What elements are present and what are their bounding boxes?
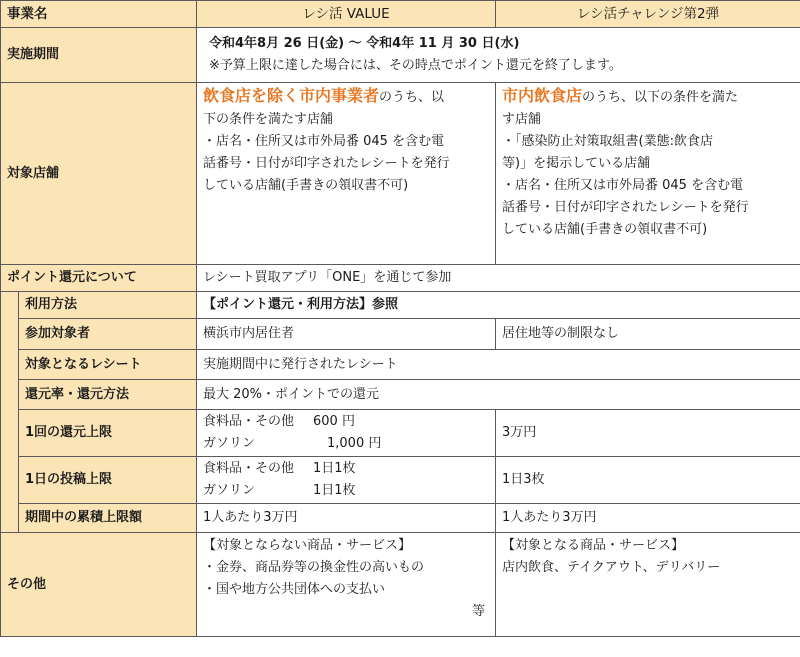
stores-challenge-highlight: 市内飲食店	[502, 86, 583, 105]
stores-label: 対象店舗	[1, 83, 197, 265]
once-food-label: 食料品・その他	[203, 414, 295, 429]
once-limit-label: 1回の還元上限	[19, 410, 197, 457]
period-value	[197, 28, 800, 83]
stores-challenge-line6: 話番号・日付が印字されたレシートを発行	[502, 200, 749, 215]
daily-limit-label: 1日の投稿上限	[19, 457, 197, 504]
daily-gas-value: 1日1枚	[313, 483, 356, 498]
other-value-line3: ・国や地方公共団体への支払い	[203, 582, 386, 597]
stores-challenge	[496, 83, 800, 265]
period-label: 実施期間	[1, 28, 197, 83]
stores-value-line3: ・店名・住所又は市外局番 045 を含む電	[203, 134, 445, 149]
other-challenge-line2: 店内飲食、テイクアウト、デリバリー	[502, 560, 721, 575]
header-resikatsu-value: レシ活 VALUE	[197, 1, 496, 28]
stores-value	[197, 83, 496, 265]
target-value: 横浜市内居住者	[197, 319, 496, 350]
stores-challenge-line5: ・店名・住所又は市外局番 045 を含む電	[502, 178, 744, 193]
once-food-value: 600 円	[313, 414, 355, 429]
points-indent	[1, 504, 19, 533]
stores-challenge-line1: のうち、以下の条件を満た	[582, 90, 739, 105]
total-limit-challenge: 1人あたり3万円	[496, 504, 800, 533]
other-value	[197, 533, 496, 637]
usage-value: 【ポイント還元・利用方法】参照	[197, 292, 800, 319]
header-business-name: 事業名	[1, 1, 197, 28]
target-label: 参加対象者	[19, 319, 197, 350]
points-indent	[1, 350, 19, 380]
daily-food-label: 食料品・その他	[203, 461, 295, 476]
daily-gas-label: ガソリン	[203, 483, 256, 498]
daily-limit-challenge: 1日3枚	[496, 457, 800, 504]
stores-value-line4: 話番号・日付が印字されたレシートを発行	[203, 156, 450, 171]
stores-value-line2: 下の条件を満たす店舗	[203, 112, 334, 127]
points-indent	[1, 292, 19, 319]
points-value: レシート買取アプリ「ONE」を通じて参加	[197, 265, 800, 292]
stores-challenge-line3: ・「感染防止対策取組書(業態:飲食店	[502, 134, 713, 149]
points-indent	[1, 457, 19, 504]
points-indent	[1, 319, 19, 350]
points-indent	[1, 380, 19, 410]
daily-limit-value	[197, 457, 496, 504]
header-resikatsu-challenge: レシ活チャレンジ第2弾	[496, 1, 800, 28]
other-value-line2: ・金券、商品券等の換金性の高いもの	[203, 560, 425, 575]
rate-label: 還元率・還元方法	[19, 380, 197, 410]
stores-value-line1: のうち、以	[379, 90, 445, 105]
stores-value-line5: している店舗(手書きの領収書不可)	[203, 178, 409, 193]
other-challenge-line1: 【対象となる商品・サービス】	[502, 538, 685, 553]
period-note: ※予算上限に達した場合には、その時点でポイント還元を終了します。	[209, 58, 622, 73]
total-limit-label: 期間中の累積上限額	[19, 504, 197, 533]
points-label: ポイント還元について	[1, 265, 197, 292]
other-challenge	[496, 533, 800, 637]
rate-value: 最大 20%・ポイントでの還元	[197, 380, 800, 410]
once-gas-label: ガソリン	[203, 436, 256, 451]
once-gas-value: 1,000 円	[327, 436, 382, 451]
total-limit-value: 1人あたり3万円	[197, 504, 496, 533]
stores-challenge-line4: 等)」を掲示している店舗	[502, 156, 651, 171]
other-value-line1: 【対象とならない商品・サービス】	[203, 538, 412, 553]
once-limit-challenge: 3万円	[496, 410, 800, 457]
receipt-label: 対象となるレシート	[19, 350, 197, 380]
once-limit-value	[197, 410, 496, 457]
other-label: その他	[1, 533, 197, 637]
period-dates: 令和4年8月 26 日(金) ～ 令和4年 11 月 30 日(水)	[209, 36, 520, 51]
stores-challenge-line7: している店舗(手書きの領収書不可)	[502, 222, 708, 237]
receipt-value: 実施期間中に発行されたレシート	[197, 350, 800, 380]
daily-food-value: 1日1枚	[313, 461, 356, 476]
stores-value-highlight: 飲食店を除く市内事業者	[203, 86, 380, 105]
target-challenge: 居住地等の制限なし	[496, 319, 800, 350]
other-value-line4: 等	[471, 604, 485, 619]
usage-label: 利用方法	[19, 292, 197, 319]
stores-challenge-line2: す店舗	[502, 112, 542, 127]
points-indent	[1, 410, 19, 457]
